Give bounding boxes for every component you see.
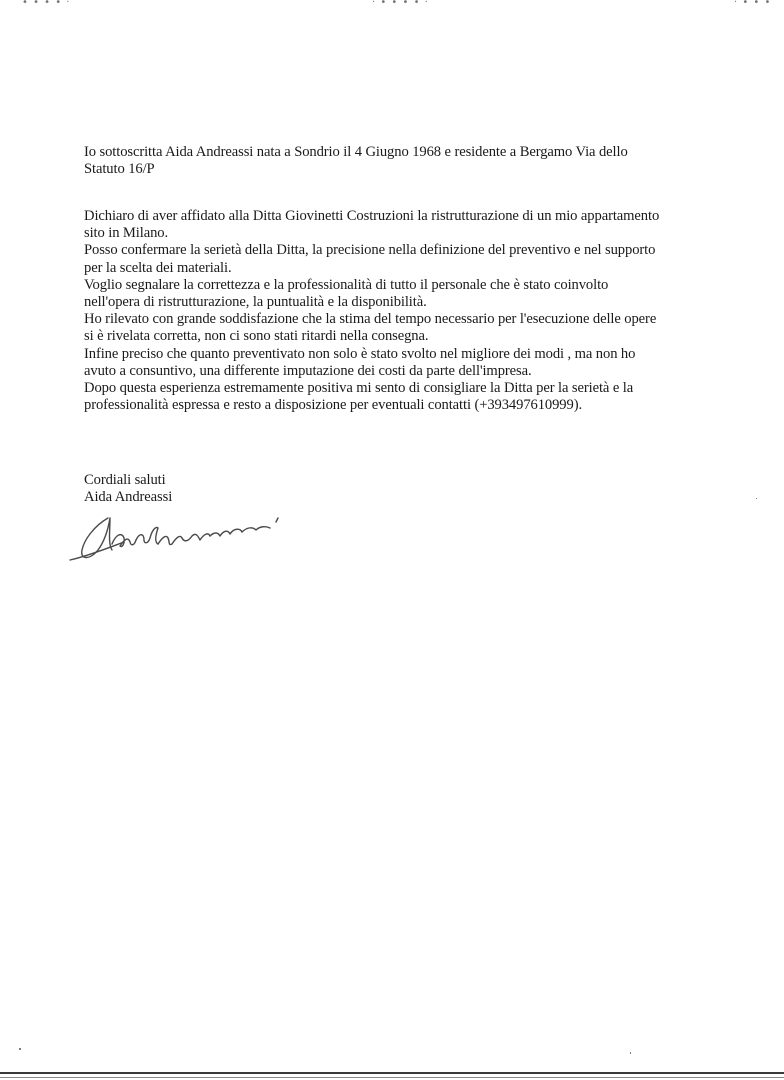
intro-line: Statuto 16/P: [84, 161, 155, 178]
body-line: nell'opera di ristrutturazione, la puntualità e la disponibilità.: [84, 294, 427, 311]
handwritten-signature: [64, 504, 304, 576]
letter-closing: [84, 472, 674, 506]
body-line: Dopo questa esperienza estremamente positiva mi sento di consigliare la Ditta per la serietà e la: [84, 380, 634, 397]
scan-artifact-dots-right: · • • •: [734, 0, 772, 8]
scan-speck: [756, 498, 757, 499]
body-line: avuto a consuntivo, una differente imputazione dei costi da parte dell'impresa.: [84, 362, 532, 379]
body-line: Voglio segnalare la correttezza e la professionalità di tutto il personale che è stato coinvolto: [84, 276, 609, 293]
scan-edge-line: [0, 1072, 784, 1074]
body-line: Posso confermare la serietà della Ditta, la precisione nella definizione del preventivo e nel supporto: [84, 242, 656, 259]
scan-speck: [19, 1048, 21, 1050]
closing-name: Aida Andreassi: [84, 489, 173, 506]
scan-speck: [630, 1052, 631, 1054]
closing-salutation: Cordiali saluti: [84, 472, 166, 488]
body-line: per la scelta dei materiali.: [84, 259, 232, 276]
letter-body: [84, 208, 674, 414]
body-line: Ho rilevato con grande soddisfazione che la stima del tempo necessario per l'esecuzione delle opere: [84, 311, 657, 328]
intro-line: Io sottoscritta Aida Andreassi nata a Sondrio il 4 Giugno 1968 e residente a Bergamo Via dello: [84, 144, 628, 160]
scan-edge-line: [0, 1077, 784, 1078]
letter-intro: [84, 144, 674, 178]
body-line: sito in Milano.: [84, 225, 169, 242]
body-line: Infine preciso che quanto preventivato non solo è stato svolto nel migliore dei modi , ma non ho: [84, 345, 636, 362]
body-line: Dichiaro di aver affidato alla Ditta Giovinetti Costruzioni la ristrutturazione di un mio appartamento: [84, 208, 660, 224]
body-line: si è rivelata corretta, non ci sono stati ritardi nella consegna.: [84, 328, 429, 345]
scan-artifact-dots-left: • • • • ·: [22, 0, 71, 8]
scan-artifact-dots-center: · • • • • ·: [372, 0, 429, 8]
body-line: professionalità espressa e resto a disposizione per eventuali contatti (+393497610999).: [84, 397, 583, 414]
